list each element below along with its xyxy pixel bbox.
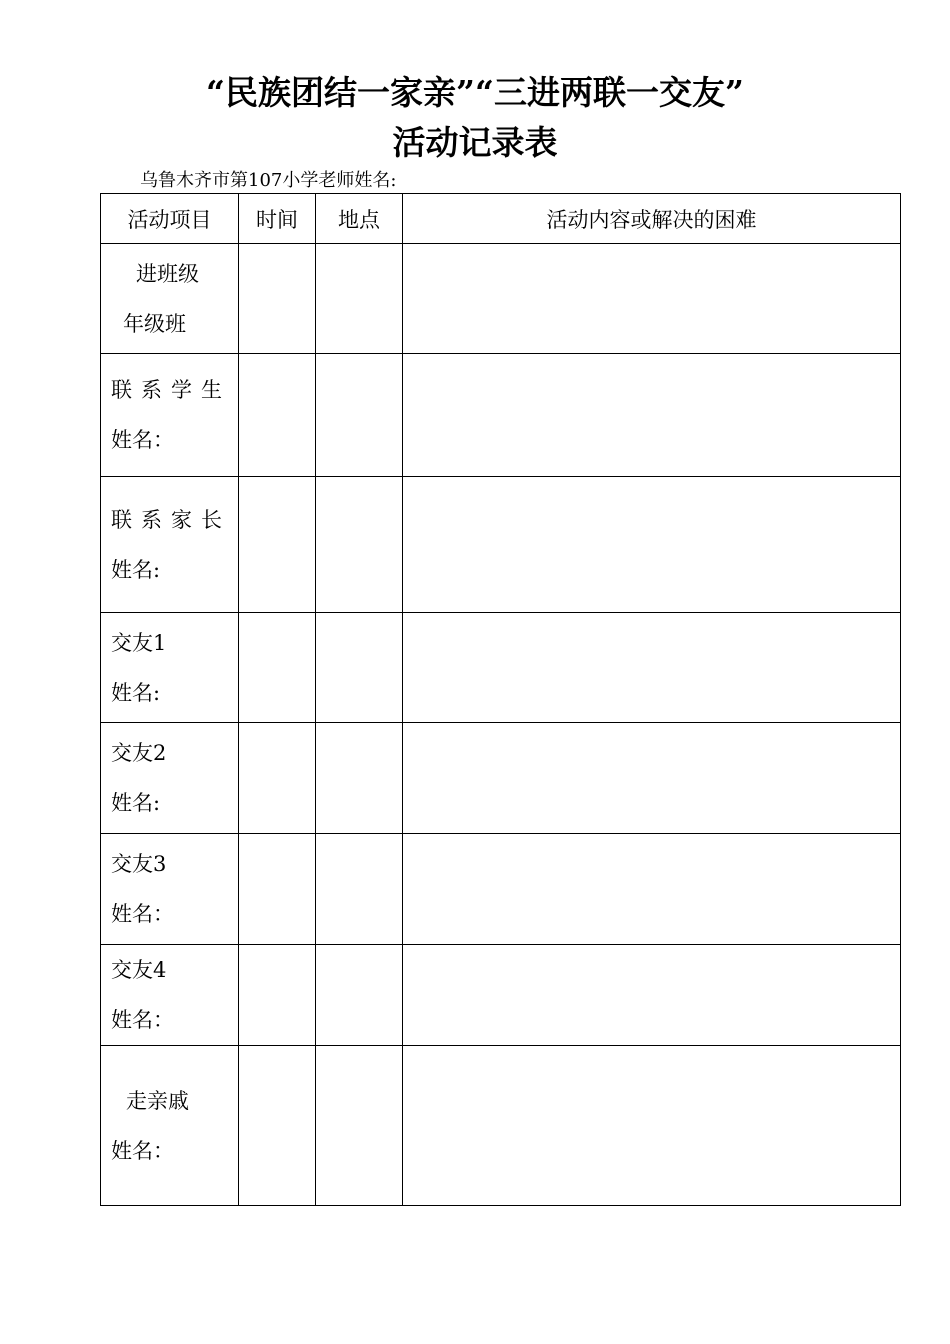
table-row xyxy=(101,834,901,945)
activity-label-line1: 交友3 xyxy=(111,852,167,876)
activity-label-line1: 进班级 xyxy=(136,261,199,286)
content-cell[interactable] xyxy=(403,723,901,834)
activity-label-line2: 姓名: xyxy=(111,791,161,815)
activity-label-line1: 联系家长 xyxy=(111,507,231,532)
content-cell[interactable] xyxy=(403,613,901,723)
activity-label-line1: 联系学生 xyxy=(111,378,231,402)
content-cell[interactable] xyxy=(403,477,901,613)
activity-label-cell xyxy=(101,613,239,723)
activity-label-line1: 交友2 xyxy=(111,741,167,765)
activity-record-table xyxy=(100,193,901,1206)
content-cell[interactable] xyxy=(403,834,901,945)
location-cell[interactable] xyxy=(316,477,403,613)
time-cell[interactable] xyxy=(239,477,316,613)
activity-label-line2: 姓名： xyxy=(111,902,174,926)
activity-label-line1: 交友4 xyxy=(111,958,167,982)
location-cell[interactable] xyxy=(316,723,403,834)
location-cell[interactable] xyxy=(316,945,403,1046)
activity-label-line1: 交友1 xyxy=(111,630,167,655)
table-row xyxy=(101,945,901,1046)
content-cell[interactable] xyxy=(403,354,901,477)
column-header-location: 地点 xyxy=(316,194,403,244)
column-header-activity: 活动项目 xyxy=(101,194,239,244)
activity-label-line2: 姓名: xyxy=(111,680,161,705)
column-header-time: 时间 xyxy=(239,194,316,244)
activity-label-line2: 姓名： xyxy=(111,428,174,452)
activity-label-cell xyxy=(101,477,239,613)
table-row xyxy=(101,1046,901,1206)
activity-label-line2: 姓名: xyxy=(111,557,161,582)
activity-label-cell xyxy=(101,244,239,354)
teacher-name-label: 乌鲁木齐市第107小学老师姓名: xyxy=(140,170,397,191)
time-cell[interactable] xyxy=(239,354,316,477)
activity-label-line2: 姓名： xyxy=(111,1008,174,1032)
activity-label-cell xyxy=(101,834,239,945)
activity-label-cell xyxy=(101,354,239,477)
activity-label-cell xyxy=(101,1046,239,1206)
location-cell[interactable] xyxy=(316,834,403,945)
location-cell[interactable] xyxy=(316,354,403,477)
time-cell[interactable] xyxy=(239,945,316,1046)
time-cell[interactable] xyxy=(239,244,316,354)
activity-label-line1: 走亲戚 xyxy=(126,1088,189,1113)
table-row xyxy=(101,477,901,613)
table-row xyxy=(101,613,901,723)
table-header-row xyxy=(101,194,901,244)
content-cell[interactable] xyxy=(403,244,901,354)
table-row xyxy=(101,244,901,354)
document-title-line1: “民族团结一家亲”“三进两联一交友” xyxy=(206,73,744,112)
activity-label-cell xyxy=(101,945,239,1046)
content-cell[interactable] xyxy=(403,945,901,1046)
document-title-line2: 活动记录表 xyxy=(392,123,558,162)
content-cell[interactable] xyxy=(403,1046,901,1206)
location-cell[interactable] xyxy=(316,244,403,354)
time-cell[interactable] xyxy=(239,613,316,723)
column-header-content: 活动内容或解决的困难 xyxy=(403,194,901,244)
time-cell[interactable] xyxy=(239,834,316,945)
table-row xyxy=(101,354,901,477)
time-cell[interactable] xyxy=(239,1046,316,1206)
activity-label-cell xyxy=(101,723,239,834)
activity-label-line2: 姓名： xyxy=(111,1138,174,1163)
location-cell[interactable] xyxy=(316,613,403,723)
table-row xyxy=(101,723,901,834)
time-cell[interactable] xyxy=(239,723,316,834)
activity-label-line2: 年级班 xyxy=(123,311,186,336)
location-cell[interactable] xyxy=(316,1046,403,1206)
